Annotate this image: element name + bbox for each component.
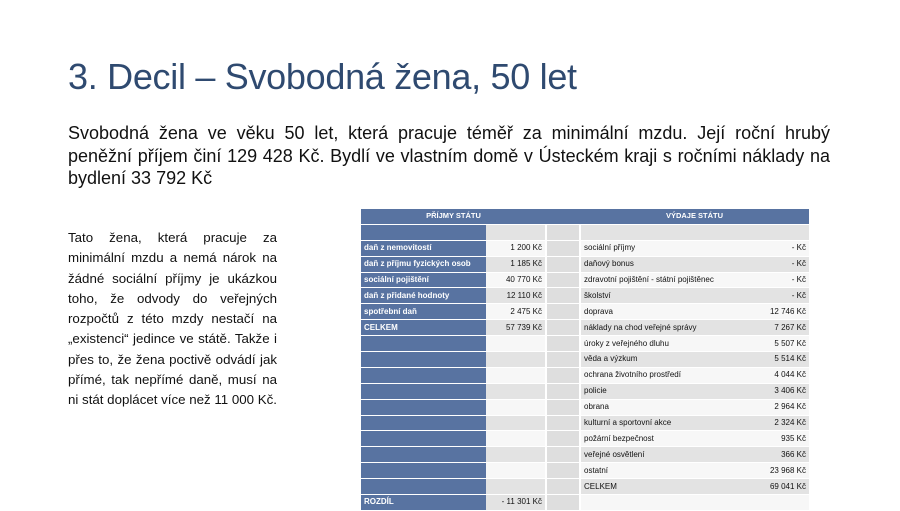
gap-cell <box>546 463 580 479</box>
blank-cell <box>361 479 486 495</box>
expense-label: daňový bonus <box>580 256 751 272</box>
blank-cell <box>361 431 486 447</box>
difference-label: ROZDÍL <box>361 495 486 511</box>
blank-cell <box>361 447 486 463</box>
expense-label: obrana <box>580 399 751 415</box>
income-label: CELKEM <box>361 320 486 336</box>
table-row <box>361 415 809 431</box>
gap-cell <box>546 320 580 336</box>
expense-value: 4 044 Kč <box>751 367 809 383</box>
expense-label: kulturní a sportovní akce <box>580 415 751 431</box>
gap-cell <box>546 272 580 288</box>
gap-cell <box>546 447 580 463</box>
expense-value: - Kč <box>751 288 809 304</box>
expense-header: VÝDAJE STÁTU <box>580 209 809 224</box>
table-row <box>361 304 809 320</box>
income-label: daň z nemovitostí <box>361 240 486 256</box>
header-row <box>361 209 809 224</box>
income-label: spotřební daň <box>361 304 486 320</box>
side-paragraph: Tato žena, která pracuje za minimální mzdu a nemá nárok na žádné sociální příjmy je ukázkou toho, že odvody do veřejných rozpočtů z této mzdy nestačí na „existenci“ jedince ve státě. Takže i přes to, že žena poctivě odvádí jak přímé, tak nepřímé daně, musí na ni stát doplácet více než 11 000 Kč. <box>68 230 277 408</box>
income-value: 1 200 Kč <box>486 240 546 256</box>
table-row <box>361 320 809 336</box>
table-row <box>361 463 809 479</box>
gap-cell <box>546 256 580 272</box>
income-label: sociální pojištění <box>361 272 486 288</box>
blank-cell <box>361 352 486 368</box>
table-row <box>361 336 809 352</box>
expense-value: 12 746 Kč <box>751 304 809 320</box>
expense-label: CELKEM <box>580 479 751 495</box>
table-row <box>361 272 809 288</box>
blank-cell <box>580 224 751 240</box>
spacer-row <box>361 224 809 240</box>
blank-cell <box>361 399 486 415</box>
expense-value: 2 324 Kč <box>751 415 809 431</box>
expense-label: policie <box>580 383 751 399</box>
income-value: 12 110 Kč <box>486 288 546 304</box>
income-value: 40 770 Kč <box>486 272 546 288</box>
gap-cell <box>546 383 580 399</box>
expense-label: veřejné osvětlení <box>580 447 751 463</box>
blank-cell <box>361 383 486 399</box>
expense-label: ochrana životního prostředí <box>580 367 751 383</box>
blank-cell <box>486 447 546 463</box>
expense-label: úroky z veřejného dluhu <box>580 336 751 352</box>
gap-cell <box>546 415 580 431</box>
income-value: 2 475 Kč <box>486 304 546 320</box>
income-label: daň z přidané hodnoty <box>361 288 486 304</box>
blank-cell <box>486 336 546 352</box>
income-label: daň z příjmu fyzických osob <box>361 256 486 272</box>
blank-cell <box>486 479 546 495</box>
blank-cell <box>486 415 546 431</box>
table-row <box>361 367 809 383</box>
table-row <box>361 383 809 399</box>
blank-cell <box>486 463 546 479</box>
expense-value: 5 514 Kč <box>751 352 809 368</box>
expense-value: - Kč <box>751 240 809 256</box>
blank-cell <box>361 367 486 383</box>
blank-cell <box>361 224 486 240</box>
gap-cell <box>546 431 580 447</box>
blank-cell <box>486 431 546 447</box>
expense-value: - Kč <box>751 272 809 288</box>
expense-value: 23 968 Kč <box>751 463 809 479</box>
income-value: 57 739 Kč <box>486 320 546 336</box>
blank-cell <box>486 367 546 383</box>
income-header: PŘÍJMY STÁTU <box>361 209 546 224</box>
slide-title: 3. Decil – Svobodná žena, 50 let <box>68 56 577 97</box>
gap-cell <box>546 288 580 304</box>
blank-cell <box>751 495 809 511</box>
expense-label: sociální příjmy <box>580 240 751 256</box>
expense-label: věda a výzkum <box>580 352 751 368</box>
header-gap <box>546 209 580 224</box>
table-row <box>361 447 809 463</box>
expense-label: školství <box>580 288 751 304</box>
blank-cell <box>361 463 486 479</box>
expense-value: 2 964 Kč <box>751 399 809 415</box>
gap-cell <box>546 399 580 415</box>
blank-cell <box>361 336 486 352</box>
expense-value: 69 041 Kč <box>751 479 809 495</box>
gap-cell <box>546 240 580 256</box>
table-row <box>361 256 809 272</box>
table-row <box>361 431 809 447</box>
gap-cell <box>546 224 580 240</box>
table-row <box>361 479 809 495</box>
table-row <box>361 288 809 304</box>
blank-cell <box>751 224 809 240</box>
table-row <box>361 352 809 368</box>
table-row <box>361 399 809 415</box>
blank-cell <box>486 352 546 368</box>
blank-cell <box>486 224 546 240</box>
difference-value: - 11 301 Kč <box>486 495 546 511</box>
expense-label: doprava <box>580 304 751 320</box>
expense-value: 3 406 Kč <box>751 383 809 399</box>
gap-cell <box>546 495 580 511</box>
expense-label: požární bezpečnost <box>580 431 751 447</box>
gap-cell <box>546 336 580 352</box>
blank-cell <box>486 383 546 399</box>
gap-cell <box>546 367 580 383</box>
expense-value: - Kč <box>751 256 809 272</box>
blank-cell <box>486 399 546 415</box>
gap-cell <box>546 479 580 495</box>
budget-table <box>361 209 809 511</box>
expense-value: 366 Kč <box>751 447 809 463</box>
expense-value: 7 267 Kč <box>751 320 809 336</box>
blank-cell <box>580 495 751 511</box>
income-value: 1 185 Kč <box>486 256 546 272</box>
difference-row <box>361 495 809 511</box>
expense-label: zdravotní pojištění - státní pojištěnec <box>580 272 751 288</box>
expense-value: 5 507 Kč <box>751 336 809 352</box>
gap-cell <box>546 352 580 368</box>
expense-label: náklady na chod veřejné správy <box>580 320 751 336</box>
gap-cell <box>546 304 580 320</box>
expense-label: ostatní <box>580 463 751 479</box>
blank-cell <box>361 415 486 431</box>
table-row <box>361 240 809 256</box>
expense-value: 935 Kč <box>751 431 809 447</box>
intro-paragraph: Svobodná žena ve věku 50 let, která pracuje téměř za minimální mzdu. Její roční hrubý peněžní příjem činí 129 428 Kč. Bydlí ve vlastním domě v Ústeckém kraji s ročními náklady na bydlení 33 792 Kč <box>68 123 830 188</box>
